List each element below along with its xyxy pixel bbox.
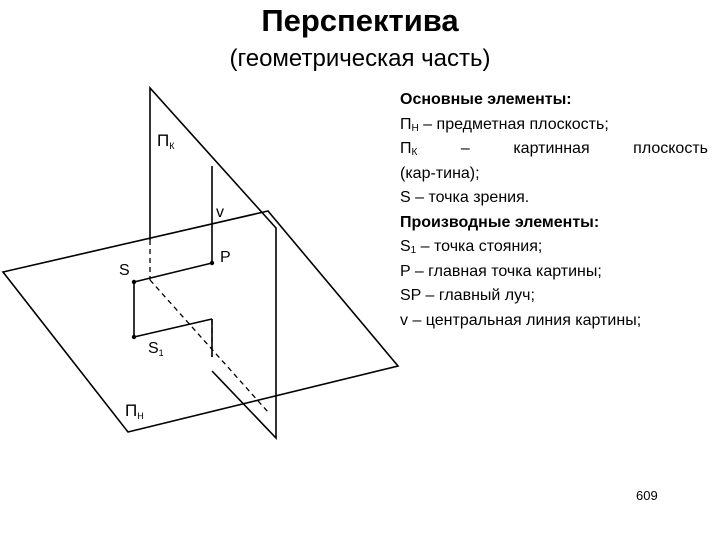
legend-item-principal-ray: SP – главный луч;: [400, 287, 535, 304]
legend-item-ground-plane: $П_Н$ – предметная плоскость;: [400, 115, 609, 134]
point-p: [210, 261, 214, 265]
label-picture-plane: ПК: [157, 131, 175, 151]
point-s1: [132, 335, 136, 339]
s1-base-line: [134, 319, 212, 337]
label-ground-plane: ПН: [125, 401, 144, 421]
label-s1: S1: [148, 340, 164, 358]
legend-item-viewpoint: S – точка зрения.: [400, 189, 530, 206]
label-s: S: [119, 262, 130, 279]
hidden-ground-line: [150, 280, 268, 412]
legend-heading-derived: Производные элементы:: [400, 213, 600, 231]
page-subtitle: (геометрическая часть): [229, 45, 491, 72]
page-number: 609: [636, 488, 658, 503]
legend-item-picture-plane-cont: (кар-тина);: [400, 164, 480, 182]
page-title: Перспектива: [261, 3, 459, 38]
label-horizon-v: v: [216, 204, 224, 221]
point-s: [132, 280, 136, 284]
legend-panel: [400, 88, 708, 333]
legend-item-station-point: $S_1$ – точка стояния;: [400, 238, 543, 256]
principal-ray-sp: [134, 263, 212, 282]
legend-item-picture-plane: $П_К$ – картинная плоскость: [400, 140, 708, 158]
legend-item-principal-point: P – главная точка картины;: [400, 262, 602, 280]
legend-item-horizon: v – центральная линия картины;: [400, 311, 642, 329]
legend-heading-main: Основные элементы:: [400, 91, 572, 108]
label-p: P: [220, 249, 231, 266]
